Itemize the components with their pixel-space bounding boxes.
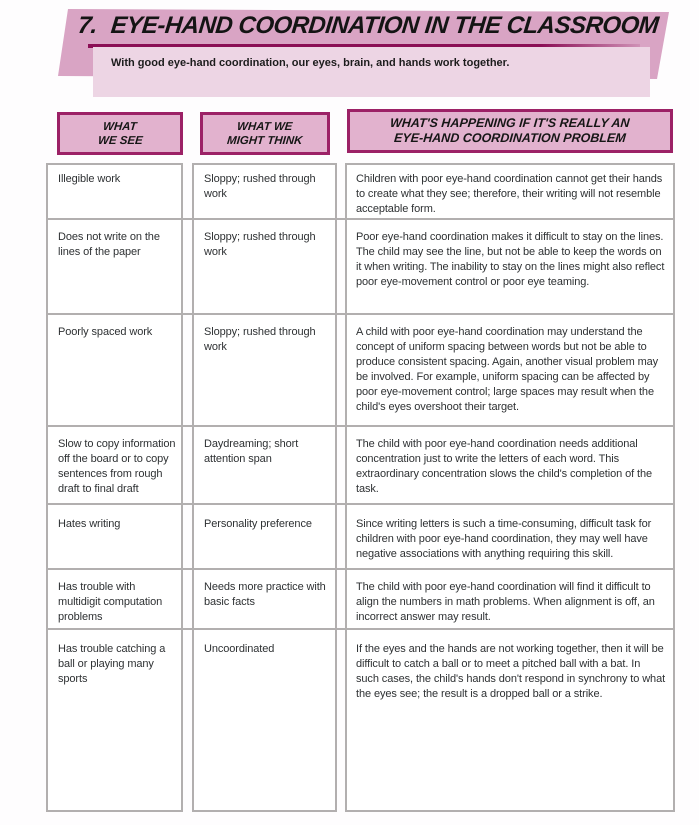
row-separator	[46, 313, 675, 315]
cell-what-we-might-think: Sloppy; rushed through work	[204, 173, 316, 200]
cell-what-we-might-think: Sloppy; rushed through work	[204, 326, 316, 353]
cell-what-we-see: Does not write on the lines of the paper	[58, 231, 160, 258]
column-what-we-see	[46, 163, 183, 812]
cell-what-we-might-think: Daydreaming; short attention span	[204, 438, 299, 465]
cell-whats-happening: Since writing letters is such a time-consuming, difficult task for children with poor eye-hand coordination, they may well have negative associations with anything requiring this skill.	[356, 518, 652, 560]
cell-what-we-see: Poorly spaced work	[58, 326, 153, 338]
column-what-we-might-think	[192, 163, 337, 812]
row-separator	[46, 628, 675, 630]
header-line: WHAT'S HAPPENING IF IT'S REALLY AN	[389, 116, 631, 130]
header-line: WHAT	[102, 120, 138, 133]
cell-whats-happening: If the eyes and the hands are not working together, then it will be difficult to catch a ball or to meet a pitched ball with a bat. In such cases, the child's hands don't respond in synchrony to what the eyes see; the result is a dropped ball or a strike.	[356, 643, 666, 700]
chapter-number: 7.	[76, 12, 99, 39]
cell-what-we-might-think: Sloppy; rushed through work	[204, 231, 316, 258]
cell-whats-happening: A child with poor eye-hand coordination may understand the concept of uniform spacing between words but not be able to produce consistent spacing. Again, another visual problem may be involved. For example, uniform spacing can be affected by poor eye-movement control; large spaces may result when the child's eyes overshoot their target.	[356, 326, 659, 413]
cell-what-we-see: Slow to copy information off the board or to copy sentences from rough draft to final draft	[58, 438, 176, 495]
subtitle-box	[93, 47, 650, 97]
header-line: EYE-HAND COORDINATION PROBLEM	[393, 131, 627, 145]
column-header-what-we-might-think	[200, 112, 330, 155]
cell-whats-happening: Children with poor eye-hand coordination cannot get their hands to create what they see; therefore, their writing will not resemble acceptable form.	[356, 173, 663, 215]
coordination-table	[46, 163, 675, 812]
cell-what-we-see: Has trouble catching a ball or playing many sports	[58, 643, 166, 685]
row-separator	[46, 425, 675, 427]
cell-whats-happening: The child with poor eye-hand coordination will find it difficult to align the numbers in math problems. When alignment is off, an incorrect answer may result.	[356, 581, 655, 623]
column-whats-happening	[345, 163, 675, 812]
header-line: WHAT WE	[236, 120, 294, 133]
cell-what-we-see: Hates writing	[58, 518, 121, 530]
cell-whats-happening: The child with poor eye-hand coordination needs additional concentration just to write the letters of each word. This extraordinary concentration slows the child's completion of the task.	[356, 438, 653, 495]
cell-what-we-might-think: Personality preference	[204, 518, 312, 530]
chapter-title-text: EYE-HAND COORDINATION IN THE CLASSROOM	[109, 12, 660, 39]
column-header-whats-happening	[347, 109, 673, 153]
header-line: MIGHT THINK	[226, 134, 304, 147]
subtitle-text: With good eye-hand coordination, our eyes, brain, and hands work together.	[111, 57, 510, 69]
cell-what-we-see: Illegible work	[58, 173, 121, 185]
header-line: WE SEE	[97, 134, 143, 147]
row-separator	[46, 568, 675, 570]
column-header-what-we-see	[57, 112, 183, 155]
page-title	[76, 12, 660, 40]
cell-what-we-might-think: Uncoordinated	[204, 643, 275, 655]
cell-whats-happening: Poor eye-hand coordination makes it difficult to stay on the lines. The child may see the line, but not be able to keep the words on it when writing. The inability to stay on the lines might also reflect poor eye-movement control or poor eye teaming.	[356, 231, 665, 288]
cell-what-we-see: Has trouble with multidigit computation problems	[58, 581, 163, 623]
row-separator	[46, 503, 675, 505]
cell-what-we-might-think: Needs more practice with basic facts	[204, 581, 326, 608]
row-separator	[46, 218, 675, 220]
